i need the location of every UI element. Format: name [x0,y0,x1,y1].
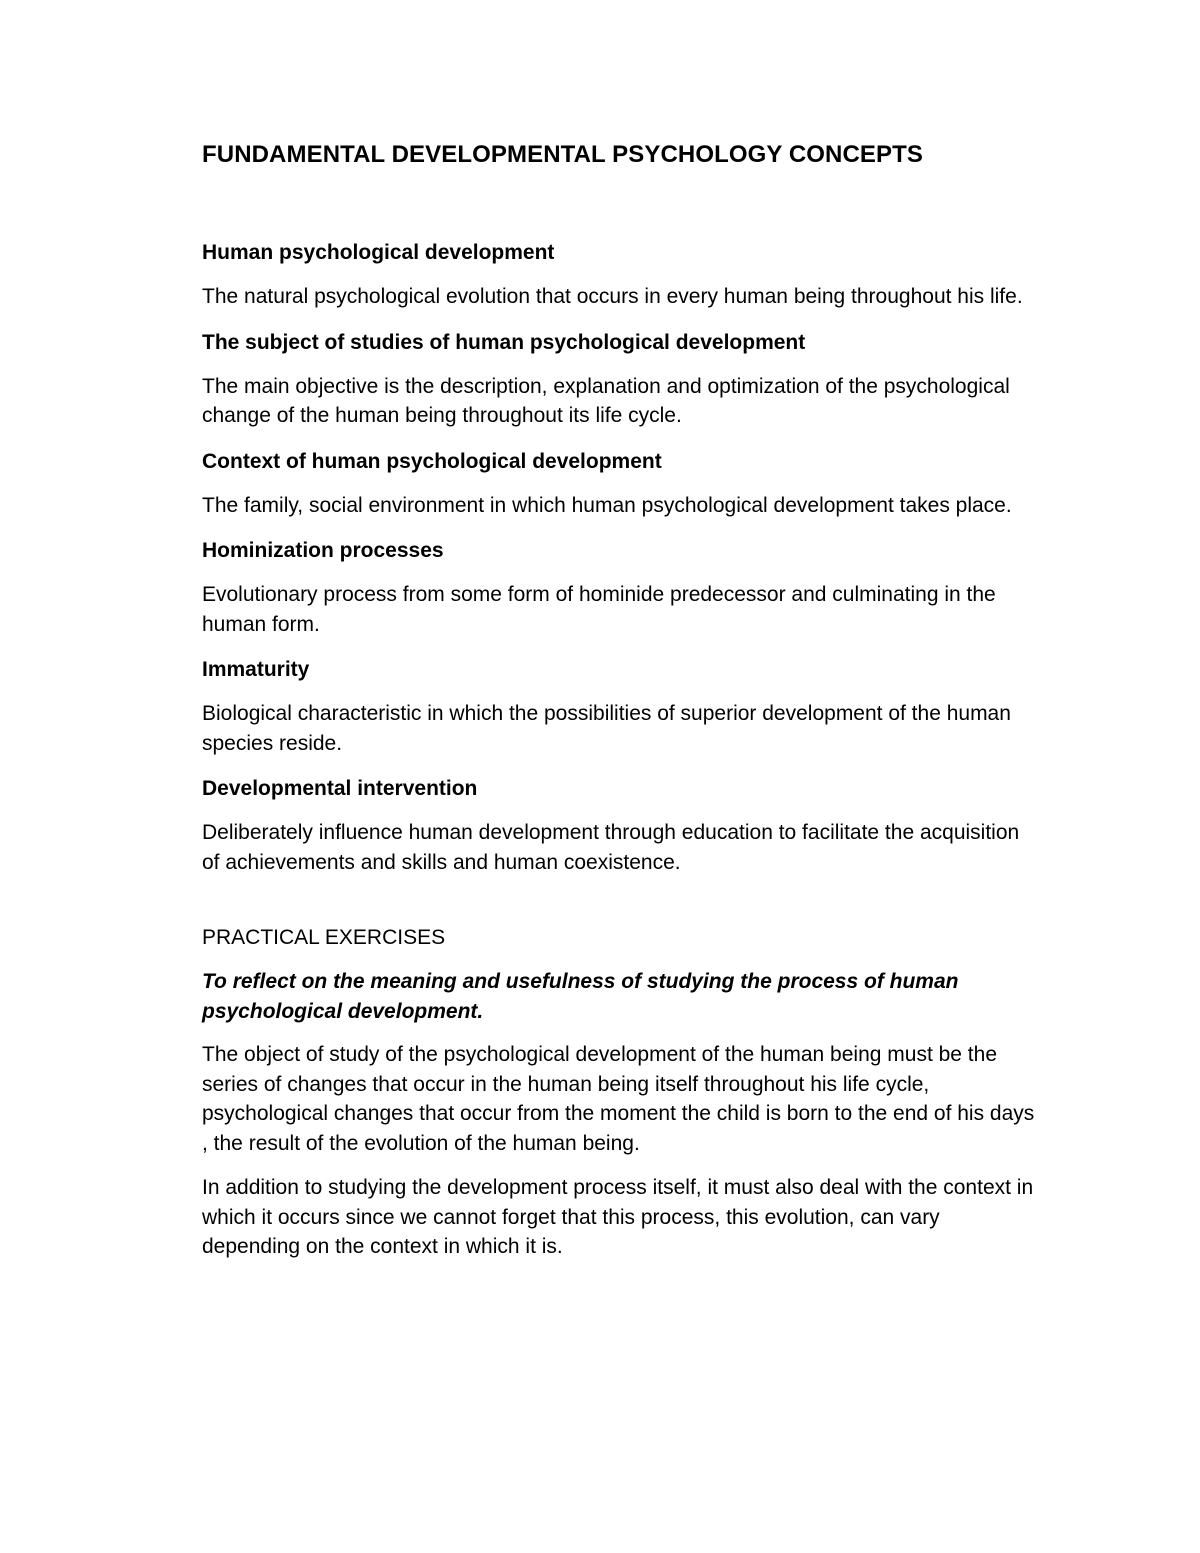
exercise-paragraph: In addition to studying the development process itself, it must also deal with the context in which it occurs since we cannot forget that this process, this evolution, can vary depending on the context in which it is. [202,1176,1034,1258]
concept-item [202,655,1042,758]
concept-term: Context of human psychological development [202,449,662,473]
concept-definition: Deliberately influence human development through education to facilitate the acquisition of achievements and skills and human coexistence. [202,821,1020,874]
concept-definition: The main objective is the description, explanation and optimization of the psychological change of the human being throughout its life cycle. [202,374,1010,427]
concept-item [202,774,1042,877]
concept-definition: Biological characteristic in which the possibilities of superior development of the human species reside. [202,702,1011,755]
concept-term: Human psychological development [202,241,555,264]
exercise-paragraph: The object of study of the psychological development of the human being must be the series of changes that occur in the human being itself throughout his life cycle, psychological changes that occur from the moment the child is born to the end of his days , the result of the evolution of the human being. [202,1043,1035,1155]
concept-definition: The family, social environment in which human psychological development takes place. [202,493,1012,517]
concept-definition: Evolutionary process from some form of hominide predecessor and culminating in the human form. [202,583,996,636]
concept-item [202,447,1042,521]
document-title: FUNDAMENTAL DEVELOPMENTAL PSYCHOLOGY CONCEPTS [202,141,923,168]
concept-item [202,328,1042,431]
practical-exercises-section [202,923,1042,1262]
concept-term: Immaturity [202,658,310,681]
section-heading: PRACTICAL EXERCISES [202,926,446,949]
concept-term: The subject of studies of human psychological development [202,330,806,354]
concept-term: Developmental intervention [202,777,478,800]
concept-term: Hominization processes [202,539,444,562]
document-page [202,140,1042,1277]
concept-item [202,238,1042,312]
concept-definition: The natural psychological evolution that occurs in every human being throughout his life. [202,285,1023,308]
concepts-list [202,238,1042,877]
concept-item [202,536,1042,639]
exercise-prompt: To reflect on the meaning and usefulness of studying the process of human psychological development. [202,970,959,1023]
